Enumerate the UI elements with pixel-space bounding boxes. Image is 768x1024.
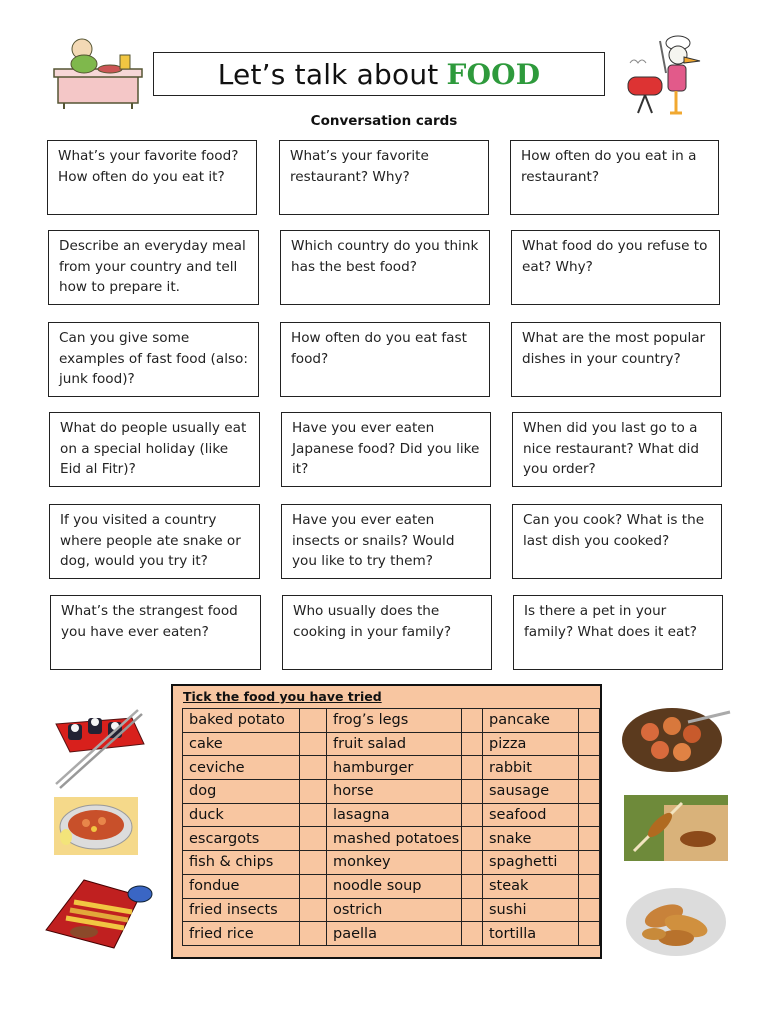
food-item: monkey [327, 851, 462, 875]
food-item: sausage [483, 780, 579, 804]
food-item: sushi [483, 898, 579, 922]
food-item: hamburger [327, 756, 462, 780]
conversation-card: Is there a pet in your family? What does it eat? [513, 595, 723, 670]
tick-checkbox[interactable] [462, 851, 483, 875]
conversation-card: When did you last go to a nice restaurant? What did you order? [512, 412, 722, 487]
conversation-card: What do people usually eat on a special holiday (like Eid al Fitr)? [49, 412, 260, 487]
tick-checkbox[interactable] [462, 803, 483, 827]
table-row [183, 732, 600, 756]
table-row [183, 922, 600, 946]
food-item: fruit salad [327, 732, 462, 756]
food-item: spaghetti [483, 851, 579, 875]
food-item: cake [183, 732, 300, 756]
table-row [183, 874, 600, 898]
conversation-card: Have you ever eaten insects or snails? Would you like to try them? [281, 504, 491, 579]
checklist-title: Tick the food you have tried [183, 689, 382, 704]
tick-checkbox[interactable] [300, 827, 327, 851]
food-item: lasagna [327, 803, 462, 827]
conversation-card: Can you give some examples of fast food (also: junk food)? [48, 322, 259, 397]
food-item: duck [183, 803, 300, 827]
food-item: baked potato [183, 709, 300, 733]
food-item: noodle soup [327, 874, 462, 898]
tick-checkbox[interactable] [462, 756, 483, 780]
food-item: tortilla [483, 922, 579, 946]
conversation-card: Describe an everyday meal from your country and tell how to prepare it. [48, 230, 259, 305]
tick-checkbox[interactable] [579, 780, 600, 804]
tick-checkbox[interactable] [300, 780, 327, 804]
conversation-card: What’s your favorite food? How often do you eat it? [47, 140, 257, 215]
food-item: ostrich [327, 898, 462, 922]
food-item: escargots [183, 827, 300, 851]
food-item: snake [483, 827, 579, 851]
food-item: dog [183, 780, 300, 804]
tick-checkbox[interactable] [300, 756, 327, 780]
tick-checkbox[interactable] [462, 709, 483, 733]
table-row [183, 827, 600, 851]
conversation-card: How often do you eat in a restaurant? [510, 140, 719, 215]
tick-checkbox[interactable] [579, 827, 600, 851]
tick-checkbox[interactable] [300, 898, 327, 922]
tick-checkbox[interactable] [300, 732, 327, 756]
tick-checkbox[interactable] [462, 874, 483, 898]
food-checklist [171, 684, 602, 959]
title-prefix: Let’s talk about [217, 57, 439, 91]
food-item: pancake [483, 709, 579, 733]
conversation-card: What are the most popular dishes in your country? [511, 322, 721, 397]
food-item: fish & chips [183, 851, 300, 875]
tick-checkbox[interactable] [300, 851, 327, 875]
table-row [183, 709, 600, 733]
food-item: fried rice [183, 922, 300, 946]
tick-checkbox[interactable] [462, 732, 483, 756]
conversation-card: Can you cook? What is the last dish you cooked? [512, 504, 722, 579]
food-item: paella [327, 922, 462, 946]
conversation-card: What’s the strangest food you have ever eaten? [50, 595, 261, 670]
food-item: seafood [483, 803, 579, 827]
table-row [183, 780, 600, 804]
tick-checkbox[interactable] [462, 780, 483, 804]
title-highlight: FOOD [446, 57, 541, 91]
tick-checkbox[interactable] [579, 756, 600, 780]
tick-checkbox[interactable] [300, 922, 327, 946]
tick-checkbox[interactable] [462, 898, 483, 922]
subtitle: Conversation cards [310, 113, 458, 129]
food-item: rabbit [483, 756, 579, 780]
conversation-card: What food do you refuse to eat? Why? [511, 230, 720, 305]
diner-eating-icon [50, 33, 146, 111]
sushi-plate-icon [52, 704, 148, 792]
tick-checkbox[interactable] [300, 874, 327, 898]
tick-checkbox[interactable] [300, 803, 327, 827]
table-row [183, 803, 600, 827]
tick-checkbox[interactable] [579, 851, 600, 875]
tick-checkbox[interactable] [462, 827, 483, 851]
table-row [183, 898, 600, 922]
escargots-plate-icon [618, 700, 734, 776]
food-item: fried insects [183, 898, 300, 922]
food-item: steak [483, 874, 579, 898]
food-item: frog’s legs [327, 709, 462, 733]
tick-checkbox[interactable] [579, 922, 600, 946]
conversation-card: How often do you eat fast food? [280, 322, 490, 397]
fried-frog-legs-icon [624, 882, 728, 958]
seafood-bowl-icon [54, 797, 138, 855]
fries-and-burger-icon [44, 872, 156, 950]
tick-checkbox[interactable] [579, 803, 600, 827]
table-row [183, 851, 600, 875]
tick-checkbox[interactable] [462, 922, 483, 946]
conversation-card: Which country do you think has the best food? [280, 230, 490, 305]
food-item: fondue [183, 874, 300, 898]
fried-insects-skewer-icon [624, 795, 728, 861]
table-row [183, 756, 600, 780]
tick-checkbox[interactable] [579, 898, 600, 922]
tick-checkbox[interactable] [579, 874, 600, 898]
duck-chef-bbq-icon [620, 33, 712, 119]
conversation-card: Who usually does the cooking in your family? [282, 595, 492, 670]
conversation-card: What’s your favorite restaurant? Why? [279, 140, 489, 215]
food-item: horse [327, 780, 462, 804]
conversation-card: If you visited a country where people ate snake or dog, would you try it? [49, 504, 260, 579]
food-item: pizza [483, 732, 579, 756]
tick-checkbox[interactable] [300, 709, 327, 733]
food-item: ceviche [183, 756, 300, 780]
page-title [153, 52, 605, 96]
food-item: mashed potatoes [327, 827, 462, 851]
tick-checkbox[interactable] [579, 732, 600, 756]
food-table [182, 708, 600, 946]
tick-checkbox[interactable] [579, 709, 600, 733]
conversation-card: Have you ever eaten Japanese food? Did you like it? [281, 412, 491, 487]
